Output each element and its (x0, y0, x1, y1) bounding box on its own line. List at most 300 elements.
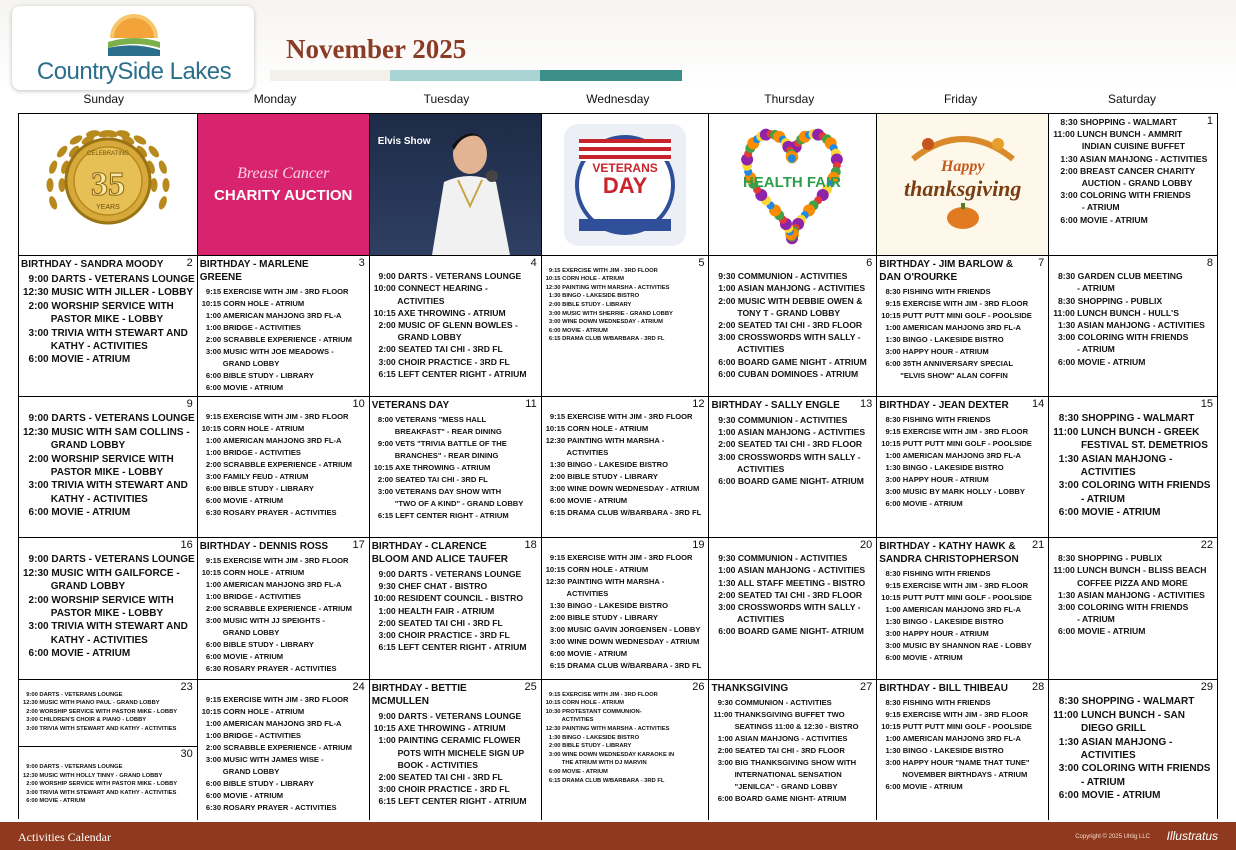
event-item (23, 399, 195, 412)
event-item: 6:00 BIBLE STUDY - LIBRARY (201, 640, 314, 649)
event-item: 9:15 EXERCISE WITH JIM - 3RD FLOOR (201, 695, 349, 704)
day-cell-23[interactable] (19, 680, 198, 820)
event-item: 11:00 LUNCH BUNCH - AMMRIT (1053, 129, 1183, 140)
day-cell-12[interactable] (542, 397, 710, 538)
day-number: 22 (1200, 539, 1213, 551)
event-item: 3:00 TRIVIA WITH STEWART AND (23, 621, 188, 633)
event-item: 12:30 MUSIC WITH JILLER - LOBBY (23, 287, 194, 299)
image-cell-6 (877, 114, 1049, 256)
event-item: BRANCHES" - REAR DINING (373, 451, 499, 460)
day-number: 11 (525, 398, 537, 410)
day-number: 23 (180, 681, 193, 693)
event-item: ACTIVITIES (1053, 750, 1136, 762)
event-item: 1:00 BRIDGE - ACTIVITIES (201, 592, 302, 601)
event-item: 9:00 VETS "TRIVIA BATTLE OF THE (373, 439, 507, 448)
day-cell-28[interactable] (877, 680, 1049, 820)
day-heading: BIRTHDAY - KATHY HAWK & SANDRA CHRISTOPHERSON (879, 541, 1019, 565)
event-item: NOVEMBER BIRTHDAYS - ATRIUM (881, 770, 1028, 779)
event-item: 3:00 TRIVIA WITH STEWART AND (23, 327, 188, 339)
event-item: 10:15 AXE THROWING - ATRIUM (373, 307, 506, 318)
event-item: 10:00 CONNECT HEARING - (373, 283, 488, 294)
event-item: 3:00 WINE DOWN WEDNESDAY - ATRIUM (545, 637, 700, 646)
event-item: 6:00 MOVIE - ATRIUM (545, 496, 628, 505)
event-item: PASTOR MIKE - LOBBY (23, 608, 164, 620)
svg-text:CELEBRATING: CELEBRATING (86, 151, 129, 157)
day-cell-16[interactable] (19, 538, 198, 680)
event-item: 10:15 CORN HOLE - ATRIUM (201, 424, 305, 433)
day-cell-3[interactable] (198, 256, 370, 397)
event-item: 9:15 EXERCISE WITH JIM - 3RD FLOOR (545, 412, 693, 421)
event-item: 9:00 DARTS - VETERANS LOUNGE (23, 764, 123, 770)
event-item: 9:00 DARTS - VETERANS LOUNGE (373, 271, 522, 282)
event-item: 3:00 MUSIC GAVIN JORGENSEN - LOBBY (545, 625, 701, 634)
event-item: 2:00 SEATED TAI CHI - 3RD FLOOR (713, 439, 863, 450)
event-item (546, 258, 707, 267)
event-item: GRAND LOBBY (201, 628, 280, 637)
event-item: 1:00 AMERICAN MAHJONG 3RD FL-A (881, 734, 1022, 743)
event-item: 6:15 DRAMA CLUB W/BARBARA - 3RD FL (545, 777, 665, 784)
event-item: 3:00 TRIVIA WITH STEWART AND (23, 480, 188, 492)
event-item: 2:00 SEATED TAI CHI - 3RD FLOOR (713, 746, 845, 755)
event-item: 1:00 AMERICAN MAHJONG 3RD FL-A (881, 323, 1022, 332)
event-item (202, 682, 367, 694)
event-item: DIEGO GRILL (1053, 723, 1147, 735)
event-item: 6:00 BIBLE STUDY - LIBRARY (201, 371, 314, 380)
day-name-tuesday: Tuesday (423, 92, 470, 106)
event-item: 11:00 LUNCH BUNCH - SAN (1053, 709, 1185, 721)
event-item: 8:30 GARDEN CLUB MEETING (1053, 271, 1183, 282)
event-item: - ATRIUM (1053, 776, 1125, 788)
day-cell-13[interactable] (709, 397, 877, 538)
day-number: 25 (524, 681, 537, 693)
image-cell-1 (19, 114, 198, 256)
sunrise-lake-icon (108, 12, 160, 56)
event-item: 9:00 DARTS - VETERANS LOUNGE (23, 691, 123, 698)
event-item: 2:00 SEATED TAI CHI - 3RD FL (373, 344, 503, 355)
day-number: 19 (692, 539, 705, 551)
day-cell-29[interactable] (1049, 680, 1217, 820)
event-item: 6:00 MOVIE - ATRIUM (1053, 626, 1146, 637)
event-item: INTERNATIONAL SENSATION (713, 770, 842, 779)
day-number: 21 (1031, 539, 1045, 551)
event-item: 10:15 CORN HOLE - ATRIUM (201, 707, 305, 716)
event-item: 10:15 CORN HOLE - ATRIUM (201, 299, 305, 308)
event-item: 3:00 COLORING WITH FRIENDS (1053, 602, 1189, 613)
day-number: 14 (1031, 398, 1045, 410)
event-item (546, 682, 707, 691)
month-title: November 2025 (286, 34, 467, 64)
event-item: 1:00 AMERICAN MAHJONG 3RD FL-A (201, 719, 342, 728)
day-number: 8 (1206, 257, 1213, 269)
event-item: 1:30 BINGO - LAKESIDE BISTRO (881, 746, 1004, 755)
day-number: 7 (1038, 257, 1045, 269)
event-item: 6:00 MOVIE - ATRIUM (881, 653, 963, 662)
event-item: 2:00 MUSIC OF GLENN BOWLES - (373, 320, 518, 331)
event-item: 6:15 LEFT CENTER RIGHT - ATRIUM (373, 796, 527, 807)
event-item (374, 258, 539, 270)
event-item: 12:30 MUSIC WITH GAILFORCE - (23, 567, 180, 579)
event-item: 2:00 BIBLE STUDY - LIBRARY (545, 743, 632, 750)
event-item: 2:00 SCRABBLE EXPERIENCE - ATRIUM (201, 743, 352, 752)
event-item: 6:30 ROSARY PRAYER - ACTIVITIES (201, 803, 337, 812)
event-item: 8:30 FISHING WITH FRIENDS (881, 287, 991, 296)
day-cell-15[interactable] (1049, 397, 1217, 538)
event-item: 3:00 CROSSWORDS WITH SALLY - (713, 602, 861, 613)
event-item: 9:30 COMMUNION - ACTIVITIES (713, 698, 832, 707)
event-item: 12:30 MUSIC WITH PIANO PAUL - GRAND LOBBY (23, 700, 160, 707)
event-item: 1:00 ASIAN MAHJONG - ACTIVITIES (713, 283, 866, 294)
event-item: 3:00 WINE DOWN WEDNESDAY - ATRIUM (545, 319, 663, 326)
event-item: 10:00 RESIDENT COUNCIL - BISTRO (373, 593, 524, 604)
event-item: 1:00 PAINTING CERAMIC FLOWER (373, 735, 521, 746)
event-item: 6:00 35TH ANNIVERSARY SPECIAL (881, 359, 1014, 368)
svg-text:YEARS: YEARS (95, 204, 120, 211)
event-item: 10:15 AXE THROWING - ATRIUM (373, 463, 491, 472)
event-item: 1:00 AMERICAN MAHJONG 3RD FL-A (201, 311, 342, 320)
event-item: 3:00 CROSSWORDS WITH SALLY - (713, 332, 861, 343)
event-item: ACTIVITIES (545, 717, 594, 724)
day-number: 10 (352, 398, 365, 410)
event-item: 6:00 MOVIE - ATRIUM (23, 507, 131, 519)
event-item: 1:00 ASIAN MAHJONG - ACTIVITIES (713, 427, 866, 438)
day-cell-1[interactable] (1049, 114, 1217, 256)
event-item: 3:00 CHOIR PRACTICE - 3RD FL (373, 356, 510, 367)
event-item: ACTIVITIES (373, 295, 445, 306)
event-item: PASTOR MIKE - LOBBY (23, 314, 164, 326)
day-cell-22[interactable] (1049, 538, 1217, 680)
event-item (1053, 399, 1215, 412)
event-item: - ATRIUM (1053, 344, 1115, 355)
event-item: 6:00 MOVIE - ATRIUM (23, 798, 86, 805)
event-item: 6:00 MOVIE - ATRIUM (23, 648, 131, 660)
event-item: 1:30 BINGO - LAKESIDE BISTRO (545, 293, 640, 300)
event-item: 8:30 SHOPPING - PUBLIX (1053, 553, 1163, 564)
event-item: 6:00 MOVIE - ATRIUM (881, 499, 963, 508)
event-item: 9:15 EXERCISE WITH JIM - 3RD FLOOR (545, 267, 658, 274)
event-item: KATHY - ACTIVITIES (23, 634, 148, 646)
day-number: 27 (859, 681, 873, 693)
event-item: 2:00 SCRABBLE EXPERIENCE - ATRIUM (201, 460, 352, 469)
event-item: 1:30 ASIAN MAHJONG - ACTIVITIES (1053, 589, 1205, 600)
day-heading: BIRTHDAY - SANDRA MOODY (21, 259, 164, 270)
event-item: 3:00 COLORING WITH FRIENDS (1053, 763, 1211, 775)
day-cell-27[interactable] (709, 680, 877, 820)
event-item: TONY T - GRAND LOBBY (713, 307, 841, 318)
day-number: 24 (352, 681, 365, 693)
event-item: ACTIVITIES (545, 589, 609, 598)
day-name-sunday: Sunday (83, 92, 125, 106)
event-item: - ATRIUM (1053, 283, 1115, 294)
event-item: 3:00 HAPPY HOUR - ATRIUM (881, 629, 989, 638)
event-item: ACTIVITIES (713, 344, 785, 355)
event-item: 6:00 MOVIE - ATRIUM (1053, 507, 1161, 519)
image-cell-2 (198, 114, 370, 256)
event-item: 3:00 MUSIC WITH JJ SPEIGHTS - (201, 616, 325, 625)
event-item: 2:00 SEATED TAI CHI - 3RD FLOOR (713, 589, 863, 600)
event-item: 1:00 ASIAN MAHJONG - ACTIVITIES (713, 734, 848, 743)
day-heading: BIRTHDAY - JEAN DEXTER (879, 400, 1009, 411)
day-heading: BIRTHDAY - BILL THIBEAU (879, 683, 1008, 694)
event-item: 6:30 ROSARY PRAYER - ACTIVITIES (201, 664, 337, 673)
banner-line-2: CHARITY AUCTION (214, 187, 353, 204)
title-accent-bar (270, 70, 682, 81)
event-item: 10:15 CORN HOLE - ATRIUM (201, 568, 305, 577)
event-item: 11:00 LUNCH BUNCH - GREEK (1053, 426, 1200, 438)
day-number: 3 (358, 257, 365, 269)
event-item: 9:15 EXERCISE WITH JIM - 3RD FLOOR (201, 287, 349, 296)
day-cell-10[interactable] (198, 397, 370, 538)
day-cell-7[interactable] (877, 256, 1049, 397)
day-cell-11[interactable] (370, 397, 542, 538)
event-item: 10:15 CORN HOLE - ATRIUM (545, 424, 649, 433)
event-item (546, 399, 707, 411)
event-item: 1:00 BRIDGE - ACTIVITIES (201, 731, 302, 740)
event-item: 1:30 BINGO - LAKESIDE BISTRO (545, 460, 669, 469)
event-item: 2:00 WORSHIP SERVICE WITH (23, 300, 174, 312)
event-item: 2:00 SEATED TAI CHI - 3RD FLOOR (713, 320, 863, 331)
event-item: ACTIVITIES (713, 463, 785, 474)
event-item: 1:30 ASIAN MAHJONG - (1053, 453, 1173, 465)
thanksgiving-word: thanksgiving (904, 175, 1022, 201)
event-item: 9:00 DARTS - VETERANS LOUNGE (23, 274, 195, 285)
event-item: 6:00 BIBLE STUDY - LIBRARY (201, 484, 314, 493)
day-heading: BIRTHDAY - JIM BARLOW & DAN O'ROURKE (879, 259, 1014, 283)
day-name-saturday: Saturday (1108, 92, 1157, 106)
event-item: 9:15 EXERCISE WITH JIM - 3RD FLOOR (545, 691, 658, 698)
day-cell-26[interactable] (542, 680, 710, 820)
day-number: 15 (1200, 398, 1213, 410)
event-item: 3:00 CHOIR PRACTICE - 3RD FL (373, 630, 510, 641)
event-item: BOOK - ACTIVITIES (373, 759, 478, 770)
copyright-text: Copyright © 2025 Uhlig LLC (1075, 834, 1150, 840)
event-item: 8:00 VETERANS "MESS HALL (373, 415, 487, 424)
event-item: ACTIVITIES (1053, 467, 1136, 479)
event-item: 2:00 SCRABBLE EXPERIENCE - ATRIUM (201, 335, 352, 344)
event-item: 6:00 MOVIE - ATRIUM (1053, 356, 1146, 367)
event-item: 1:00 AMERICAN MAHJONG 3RD FL-A (881, 451, 1022, 460)
day-word: DAY (602, 172, 648, 198)
day-number: 28 (1031, 681, 1045, 693)
event-item: 9:30 CHEF CHAT - BISTRO (373, 581, 488, 592)
event-item: 6:00 MOVIE - ATRIUM (201, 791, 284, 800)
event-item: COFFEE PIZZA AND MORE (1053, 577, 1188, 588)
image-cell-4 (542, 114, 710, 256)
event-item: 9:15 EXERCISE WITH JIM - 3RD FLOOR (881, 581, 1029, 590)
day-number: 1 (1206, 115, 1213, 127)
day-name-friday: Friday (943, 92, 978, 106)
event-item: 10:30 PROTESTANT COMMUNION- (545, 708, 642, 715)
day-cell-20[interactable] (709, 538, 877, 680)
day-heading: VETERANS DAY (371, 400, 450, 411)
event-item: "JENILCA" - GRAND LOBBY (713, 782, 838, 791)
day-heading: BIRTHDAY - MARLENE GREENE (199, 259, 309, 283)
veterans-day-badge-icon (564, 124, 686, 246)
event-item: ACTIVITIES (545, 448, 609, 457)
event-item: 1:00 BRIDGE - ACTIVITIES (201, 323, 302, 332)
event-item: - ATRIUM (1053, 614, 1115, 625)
event-item (23, 540, 195, 553)
day-number: 2 (186, 257, 193, 269)
event-item: 8:30 SHOPPING - PUBLIX (1053, 295, 1163, 306)
event-item: 6:00 MOVIE - ATRIUM (545, 649, 628, 658)
day-heading: BIRTHDAY - CLARENCE BLOOM AND ALICE TAUFER (371, 541, 508, 565)
day-name-thursday: Thursday (764, 92, 815, 106)
event-item: 3:00 CHILDREN'S CHOIR & PIANO - LOBBY (23, 717, 147, 724)
event-item: 3:00 MUSIC WITH JAMES WISE - (201, 755, 324, 764)
event-item: 1:00 BRIDGE - ACTIVITIES (201, 448, 302, 457)
event-item: 1:00 AMERICAN MAHJONG 3RD FL-A (201, 580, 342, 589)
event-item: 8:30 SHOPPING - WALMART (1053, 696, 1195, 708)
event-item (23, 682, 195, 691)
day-number: 20 (859, 539, 873, 551)
event-item: GRAND LOBBY (373, 332, 462, 343)
event-item: 6:00 BOARD GAME NIGHT- ATRIUM (713, 476, 864, 487)
event-item: KATHY - ACTIVITIES (23, 341, 148, 353)
event-item: 9:15 EXERCISE WITH JIM - 3RD FLOOR (881, 427, 1029, 436)
day-number: 9 (186, 398, 193, 410)
event-item: 2:00 MUSIC WITH DEBBIE OWEN & (713, 295, 863, 306)
day-number: 6 (866, 257, 873, 269)
footer-title: Activities Calendar (18, 830, 111, 844)
banner-line-1: Breast Cancer (237, 165, 330, 182)
svg-text:35: 35 (90, 166, 125, 203)
day-cell-4[interactable] (370, 256, 542, 397)
event-item: 1:30 ASIAN MAHJONG - ACTIVITIES (1053, 153, 1208, 164)
brand-logo (12, 6, 254, 90)
day-number: 13 (859, 398, 873, 410)
event-item: 6:15 LEFT CENTER RIGHT - ATRIUM (373, 368, 527, 379)
event-item: 6:00 MOVIE - ATRIUM (1053, 214, 1148, 225)
event-item: 6:00 BIBLE STUDY - LIBRARY (201, 779, 314, 788)
day-number: 12 (692, 398, 705, 410)
event-item: 8:30 FISHING WITH FRIENDS (881, 415, 991, 424)
event-item: GRAND LOBBY (23, 440, 126, 452)
day-cell-21[interactable] (877, 538, 1049, 680)
event-item: 9:00 DARTS - VETERANS LOUNGE (373, 569, 522, 579)
day-heading: BIRTHDAY - BETTIE MCMULLEN (371, 683, 467, 707)
event-item: 10:15 CORN HOLE - ATRIUM (545, 276, 624, 283)
event-item: 2:00 BIBLE STUDY - LIBRARY (545, 613, 658, 622)
day-cell-9[interactable] (19, 397, 198, 538)
event-item: 1:30 BINGO - LAKESIDE BISTRO (545, 734, 640, 741)
image-cell-5 (709, 114, 877, 256)
event-item: 2:00 SCRABBLE EXPERIENCE - ATRIUM (201, 604, 352, 613)
day-number: 5 (698, 257, 705, 269)
event-item: - ATRIUM (1053, 493, 1125, 505)
event-item: 9:30 COMMUNION - ACTIVITIES (713, 415, 848, 425)
event-item: POTS WITH MICHELE SIGN UP (373, 747, 525, 758)
event-item: 2:00 BIBLE STUDY - LIBRARY (545, 472, 658, 481)
event-item: 1:00 ASIAN MAHJONG - ACTIVITIES (713, 565, 866, 576)
event-item: 3:00 TRIVIA WITH STEWART AND KATHY - ACTIVITIES (23, 725, 177, 732)
event-item: ACTIVITIES (713, 614, 785, 625)
event-item: 9:15 EXERCISE WITH JIM - 3RD FLOOR (881, 710, 1029, 719)
event-item: 3:00 FAMILY FEUD - ATRIUM (201, 472, 309, 481)
event-item: 12:30 PAINTING WITH MARSHA - ACTIVITIES (545, 284, 670, 291)
event-item: FESTIVAL ST. DEMETRIOS (1053, 440, 1208, 452)
event-item: 6:15 DRAMA CLUB W/BARBARA - 3RD FL (545, 336, 665, 343)
day-cell-5[interactable] (542, 256, 710, 397)
event-item: 10:15 AXE THROWING - ATRIUM (373, 723, 506, 734)
day-number: 17 (352, 539, 365, 551)
day-cell-18[interactable] (370, 538, 542, 680)
day-name-monday: Monday (253, 92, 297, 106)
event-item: 3:00 MUSIC WITH SHERRIE - GRAND LOBBY (545, 310, 673, 317)
event-item: 9:00 DARTS - VETERANS LOUNGE (23, 554, 195, 566)
event-item: 1:30 ASIAN MAHJONG - (1053, 736, 1173, 748)
event-item: 9:15 EXERCISE WITH JIM - 3RD FLOOR (881, 299, 1029, 308)
event-item: 3:00 MUSIC BY MARK HOLLY - LOBBY (881, 487, 1025, 496)
event-item: 12:30 PAINTING WITH MARSHA - (545, 577, 665, 586)
event-item: SEATINGS 11:00 & 12:30 - BISTRO (713, 722, 859, 731)
day-cell-17[interactable] (198, 538, 370, 680)
event-item: 8:30 SHOPPING - WALMART (1053, 117, 1177, 127)
day-names-row (18, 92, 1218, 106)
day-cell-24[interactable] (198, 680, 370, 820)
event-item: 1:30 BINGO - LAKESIDE BISTRO (545, 601, 669, 610)
day-cell-8[interactable] (1049, 256, 1217, 397)
veterans-word: VETERANS (592, 160, 658, 175)
event-item: 1:00 AMERICAN MAHJONG 3RD FL-A (881, 605, 1022, 614)
event-item: 6:00 BOARD GAME NIGHT- ATRIUM (713, 794, 847, 803)
event-item: THE ATRIUM WITH DJ MARVIN (545, 760, 647, 767)
event-item: 2:00 WORSHIP SERVICE WITH PASTOR MIKE - LOBBY (23, 781, 178, 788)
day-name-wednesday: Wednesday (586, 92, 650, 106)
day-cell-6[interactable] (709, 256, 877, 397)
event-item: 8:30 SHOPPING - WALMART (1053, 413, 1195, 425)
day-cell-25[interactable] (370, 680, 542, 820)
event-item: 6:15 DRAMA CLUB W/BARBARA - 3RD FL (545, 508, 702, 517)
event-item: 11:00 LUNCH BUNCH - HULL'S (1053, 307, 1179, 318)
event-item: KATHY - ACTIVITIES (23, 493, 148, 505)
event-item: 2:00 SEATED TAI CHI - 3RD FL (373, 617, 503, 628)
day-cell-2[interactable] (19, 256, 198, 397)
svg-text:HEALTH FAIR: HEALTH FAIR (743, 173, 842, 191)
event-item: 3:00 TRIVIA WITH STEWART AND KATHY - ACTIVITIES (23, 789, 177, 796)
event-item: "TWO OF A KIND" - GRAND LOBBY (373, 499, 524, 508)
event-item: INDIAN CUISINE BUFFET (1053, 141, 1186, 152)
event-item: 6:00 MOVIE - ATRIUM (201, 496, 284, 505)
event-item (713, 540, 874, 552)
event-item: 3:00 CROSSWORDS WITH SALLY - (713, 451, 861, 462)
event-item (546, 540, 707, 552)
day-cell-14[interactable] (877, 397, 1049, 538)
event-item: 6:00 MOVIE - ATRIUM (201, 383, 284, 392)
event-item: 6:00 BOARD GAME NIGHT- ATRIUM (713, 626, 864, 637)
event-item (1053, 682, 1215, 695)
event-item: 6:15 DRAMA CLUB W/BARBARA - 3RD FL (545, 661, 702, 670)
event-item: 1:00 AMERICAN MAHJONG 3RD FL-A (201, 436, 342, 445)
event-item: 6:15 LEFT CENTER RIGHT - ATRIUM (373, 642, 527, 653)
event-item: 9:15 EXERCISE WITH JIM - 3RD FLOOR (201, 556, 349, 565)
event-item: 2:00 BIBLE STUDY - LIBRARY (545, 301, 632, 308)
event-item: 10:15 PUTT PUTT MINI GOLF - POOLSIDE (881, 593, 1032, 602)
day-heading: THANKSGIVING (711, 683, 789, 694)
calendar-grid (18, 113, 1218, 819)
day-cell-19[interactable] (542, 538, 710, 680)
event-item: 9:00 DARTS - VETERANS LOUNGE (23, 413, 195, 425)
event-item: 1:30 BINGO - LAKESIDE BISTRO (881, 335, 1004, 344)
event-item: 12:30 PAINTING WITH MARSHA - (545, 436, 665, 445)
event-item: 3:00 CHOIR PRACTICE - 3RD FL (373, 784, 510, 795)
event-item (713, 258, 874, 270)
event-item: PASTOR MIKE - LOBBY (23, 467, 164, 479)
day-number: 29 (1200, 681, 1213, 693)
event-item: 6:00 MOVIE - ATRIUM (1053, 790, 1161, 802)
happy-word: Happy (940, 157, 985, 175)
event-item: 10:15 PUTT PUTT MINI GOLF - POOLSIDE (881, 311, 1032, 320)
event-item: 3:00 HAPPY HOUR - ATRIUM (881, 347, 989, 356)
